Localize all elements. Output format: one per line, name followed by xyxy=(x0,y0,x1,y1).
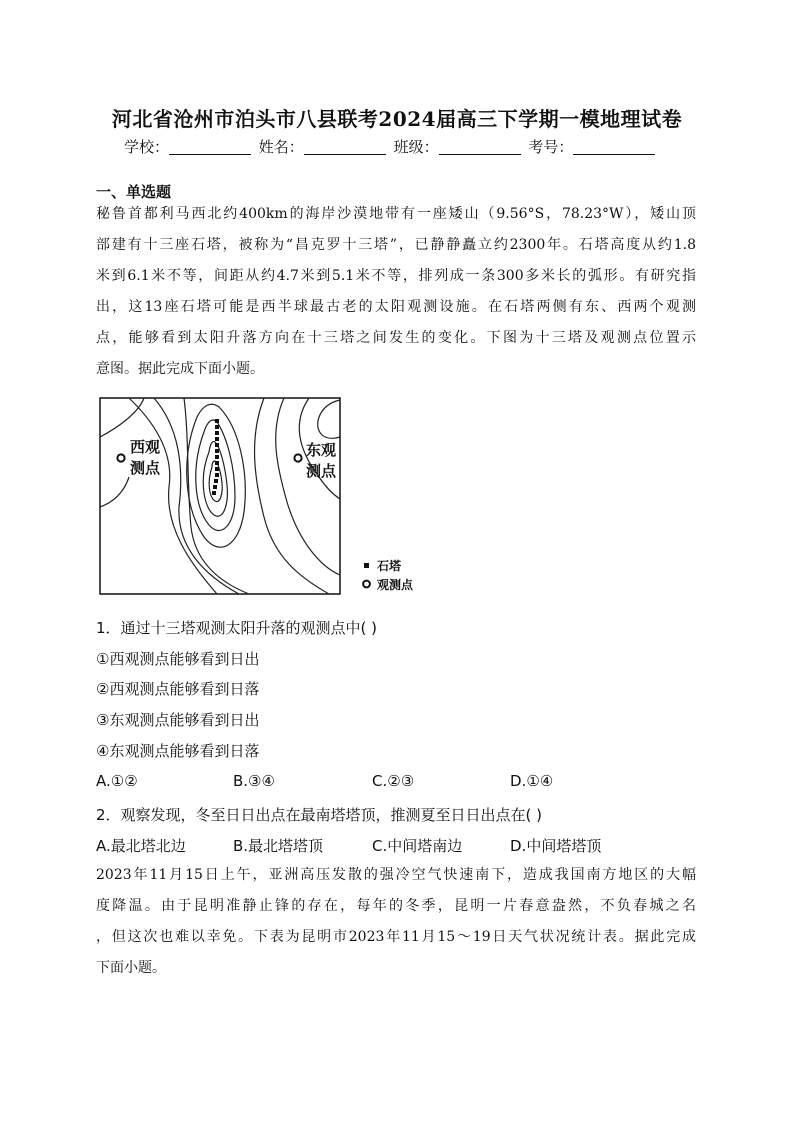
legend-point-symbol xyxy=(363,581,370,588)
legend-tower-label: 石塔 xyxy=(377,559,402,573)
question-1-item: ①西观测点能够看到日出 xyxy=(96,650,260,668)
question-1-stem: 1．通过十三塔观测太阳升落的观测点中( ) xyxy=(96,619,378,637)
passage-line: 点，能够看到太阳升落方向在十三塔之间发生的变化。下图为十三塔及观测点位置示 xyxy=(96,330,696,346)
passage-line: 出，这13座石塔可能是西半球最古老的太阳观测设施。在石塔两侧有东、西两个观测 xyxy=(96,299,696,315)
question-1-option-c: C.②③ xyxy=(372,772,415,790)
passage-line: 意图。据此完成下面小题。 xyxy=(96,361,264,377)
student-info-row xyxy=(124,136,658,157)
name-blank xyxy=(304,140,386,155)
passage-line: 下面小题。 xyxy=(96,960,166,976)
thirteen-towers-figure xyxy=(99,397,429,601)
passage-line: 部建有十三座石塔，被称为“昌克罗十三塔”，已静静矗立约2300年。石塔高度从约1.8 xyxy=(96,237,696,253)
question-1-option-d: D.①④ xyxy=(510,772,554,790)
name-label: 姓名： xyxy=(258,138,304,156)
passage-line: 度降温。由于昆明准静止锋的存在，每年的冬季，昆明一片春意盎然，不负春城之名 xyxy=(96,898,696,914)
passage-line: ，但这次也难以幸免。下表为昆明市2023年11月15～19日天气状况统计表。据此完成 xyxy=(96,929,696,945)
passage-line: 秘鲁首都利马西北约400km的海岸沙漠地带有一座矮山（9.56°S，78.23°W），矮山顶 xyxy=(96,206,696,222)
contour-map xyxy=(99,397,429,597)
west-label-1: 西观 xyxy=(130,438,161,456)
east-point-marker xyxy=(294,454,301,461)
question-2-option-c: C.中间塔南边 xyxy=(372,837,463,855)
question-1-item: ②西观测点能够看到日落 xyxy=(96,680,260,698)
passage-2 xyxy=(96,860,696,984)
question-2-stem: 2．观察发现，冬至日日出点在最南塔塔顶，推测夏至日日出点在( ) xyxy=(96,806,543,824)
page-title: 河北省沧州市泊头市八县联考2024届高三下学期一模地理试卷 xyxy=(111,107,683,131)
legend-tower-symbol xyxy=(364,563,369,568)
school-label: 学校： xyxy=(124,138,170,156)
number-label: 考号： xyxy=(528,138,574,156)
class-label: 班级： xyxy=(393,138,439,156)
question-1-item: ③东观测点能够看到日出 xyxy=(96,711,260,729)
west-label-2: 测点 xyxy=(130,459,161,477)
legend-point-label: 观测点 xyxy=(377,578,414,592)
question-1-item: ④东观测点能够看到日落 xyxy=(96,742,260,760)
question-1-option-a: A.①② xyxy=(96,772,138,790)
question-2-option-d: D.中间塔塔顶 xyxy=(510,837,602,855)
passage-line: 米到6.1米不等，间距从约4.7米到5.1米不等，排列成一条300多米长的弧形。有研究指 xyxy=(96,268,696,284)
east-label-1: 东观 xyxy=(306,441,337,459)
east-label-2: 测点 xyxy=(306,462,337,480)
class-blank xyxy=(439,140,521,155)
question-2-option-b: B.最北塔塔顶 xyxy=(233,837,324,855)
west-point-marker xyxy=(117,454,124,461)
number-blank xyxy=(573,140,655,155)
section-heading: 一、单选题 xyxy=(96,183,172,201)
passage-line: 2023年11月15日上午，亚洲高压发散的强冷空气快速南下，造成我国南方地区的大幅 xyxy=(96,867,696,883)
passage-1 xyxy=(96,199,696,385)
school-blank xyxy=(169,140,251,155)
question-2-option-a: A.最北塔北边 xyxy=(96,837,186,855)
question-1-option-b: B.③④ xyxy=(233,772,275,790)
